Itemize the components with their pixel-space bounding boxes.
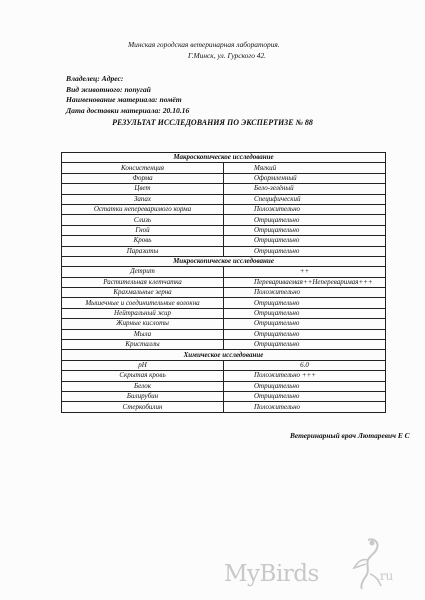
lab-name: Минская городская ветеринарная лаборатория. [128,40,280,49]
section-title: Химическое исследование [62,350,386,360]
parameter-cell: Мышечные и соединительные волокна [62,298,224,308]
table-row [62,319,386,329]
result-cell: Перевариваемая++Непереваримая+++ [224,277,386,287]
result-cell: Специфический [224,194,386,204]
table-row [62,340,386,350]
section-header-row [62,153,386,163]
section-title: Микроскопическое исследование [62,256,386,266]
table-row [62,194,386,204]
parameter-cell: Детрит [62,267,224,277]
parameter-cell: Запах [62,194,224,204]
parameter-cell: Гной [62,225,224,235]
parameter-cell: Нейтральный жир [62,308,224,318]
parameter-cell: Жирные кислоты [62,319,224,329]
result-cell: Отрицательно [224,225,386,235]
table-row [62,298,386,308]
results-table [61,152,386,413]
material-line: Наименование материала: помёт [66,95,182,105]
section-header-row [62,256,386,266]
parameter-cell: pH [62,360,224,370]
results-table-body [62,153,386,413]
table-row [62,381,386,391]
result-cell: Положительно [224,288,386,298]
result-cell: 6.0 [224,360,386,370]
section-header-row [62,350,386,360]
parameter-cell: Кровь [62,236,224,246]
table-row [62,246,386,256]
parameter-cell: Стеркобилин [62,402,224,412]
table-row [62,391,386,401]
result-cell: Отрицательно [224,329,386,339]
signature: Ветеринарный врач Лютаревич Е С [290,431,410,440]
table-row [62,402,386,412]
parameter-cell: Паразиты [62,246,224,256]
table-row [62,371,386,381]
parameter-cell: Скрытая кровь [62,371,224,381]
table-row [62,329,386,339]
parameter-cell: Остатки непереваримого корма [62,204,224,214]
table-row [62,267,386,277]
bird-logo-icon [348,534,388,590]
parameter-cell: Белок [62,381,224,391]
result-cell: ++ [224,267,386,277]
result-cell: Мягкий [224,163,386,173]
owner-line: Владелец: Адрес: [66,74,124,83]
parameter-cell: Крахмальные зерна [62,288,224,298]
parameter-cell: Форма [62,173,224,183]
watermark-text: MyBirds [224,561,319,587]
parameter-cell: Консистенция [62,163,224,173]
result-cell: Отрицательно [224,381,386,391]
watermark-tld: .ru [376,569,394,583]
sample-info [66,74,189,116]
table-row [62,184,386,194]
delivery-date-line: Дата доставки материала: 20.10.16 [66,105,190,115]
parameter-cell: Растительная клетчатка [62,277,224,287]
parameter-cell: Слизь [62,215,224,225]
result-cell: Отрицательно [224,236,386,246]
result-cell: Отрицательно [224,246,386,256]
parameter-cell: Мыла [62,329,224,339]
result-cell: Положительно [224,402,386,412]
table-row [62,308,386,318]
result-cell: Отрицательно [224,308,386,318]
result-cell: Отрицательно [224,215,386,225]
animal-line: Вид животного: попугай [66,84,151,94]
result-cell: Отрицательно [224,391,386,401]
table-row [62,173,386,183]
table-row [62,204,386,214]
lab-address: Г.Минск, ул. Гурского 42. [188,51,267,60]
table-row [62,215,386,225]
table-row [62,236,386,246]
table-row [62,360,386,370]
result-cell: Отрицательно [224,340,386,350]
result-title: РЕЗУЛЬТАТ ИССЛЕДОВАНИЯ ПО ЭКСПЕРТИЗЕ № 88 [112,118,313,127]
section-title: Макроскопическое исследование [62,153,386,163]
result-cell: Бело-зелёный [224,184,386,194]
table-row [62,163,386,173]
result-cell: Положительно [224,204,386,214]
result-cell: Отрицательно [224,298,386,308]
result-cell: Оформленный [224,173,386,183]
table-row [62,288,386,298]
result-cell: Положительно +++ [224,371,386,381]
parameter-cell: Кристаллы [62,340,224,350]
table-row [62,225,386,235]
parameter-cell: Цвет [62,184,224,194]
result-cell: Отрицательно [224,319,386,329]
parameter-cell: Билирубин [62,391,224,401]
table-row [62,277,386,287]
